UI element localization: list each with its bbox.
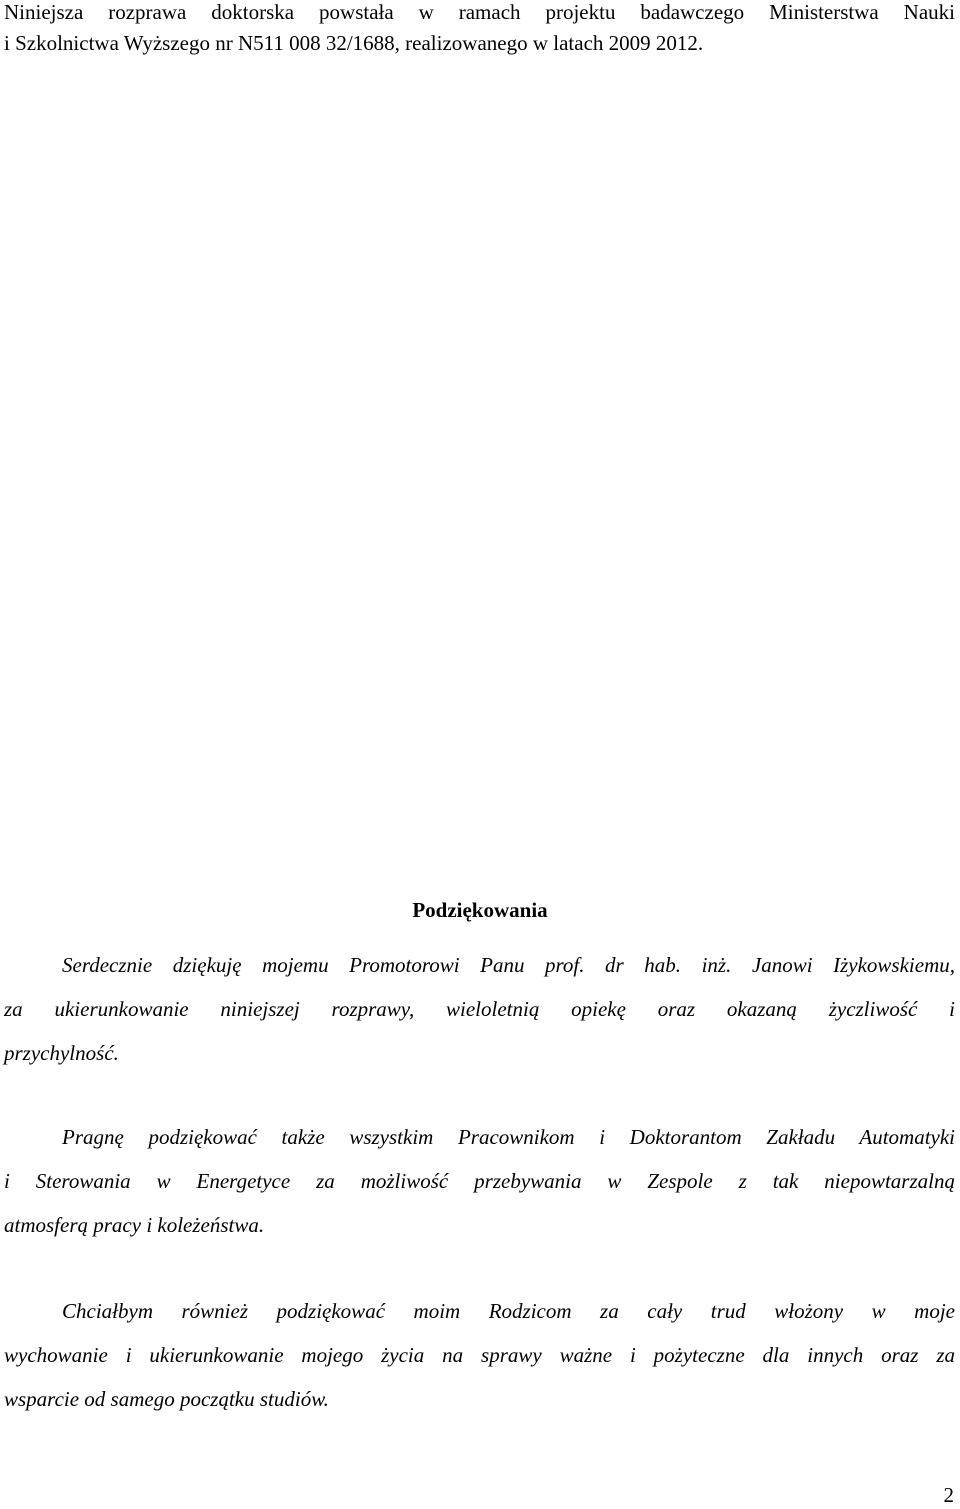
paragraph-line: wsparcie od samego początku studiów. [4, 1387, 329, 1411]
acknowledgements-heading: Podziękowania [412, 898, 548, 922]
paragraph-line: i Sterowania w Energetyce za możliwość przebywania w Zespole z tak niepowtarzalną [4, 1169, 955, 1193]
page-number: 2 [943, 1483, 954, 1507]
paragraph-line: przychylność. [4, 1041, 119, 1065]
funding-line-1: Niniejsza rozprawa doktorska powstała w ramach projektu badawczego Ministerstwa Nauki [4, 0, 955, 24]
paragraph-line: Pragnę podziękować także wszystkim Pracownikom i Doktorantom Zakładu Automatyki [62, 1125, 955, 1149]
paragraph-line: wychowanie i ukierunkowanie mojego życia na sprawy ważne i pożyteczne dla innych oraz za [4, 1343, 955, 1367]
paragraph-line: za ukierunkowanie niniejszej rozprawy, wieloletnią opiekę oraz okazaną życzliwość i [4, 997, 955, 1021]
paragraph-line: atmosferą pracy i koleżeństwa. [4, 1213, 265, 1237]
paragraph-line: Chciałbym również podziękować moim Rodzicom za cały trud włożony w moje [62, 1299, 955, 1323]
paragraph-line: Serdecznie dziękuję mojemu Promotorowi Panu prof. dr hab. inż. Janowi Iżykowskiemu, [62, 953, 955, 977]
funding-line-2: i Szkolnictwa Wyższego nr N511 008 32/1688, realizowanego w latach 2009 2012. [4, 31, 704, 55]
